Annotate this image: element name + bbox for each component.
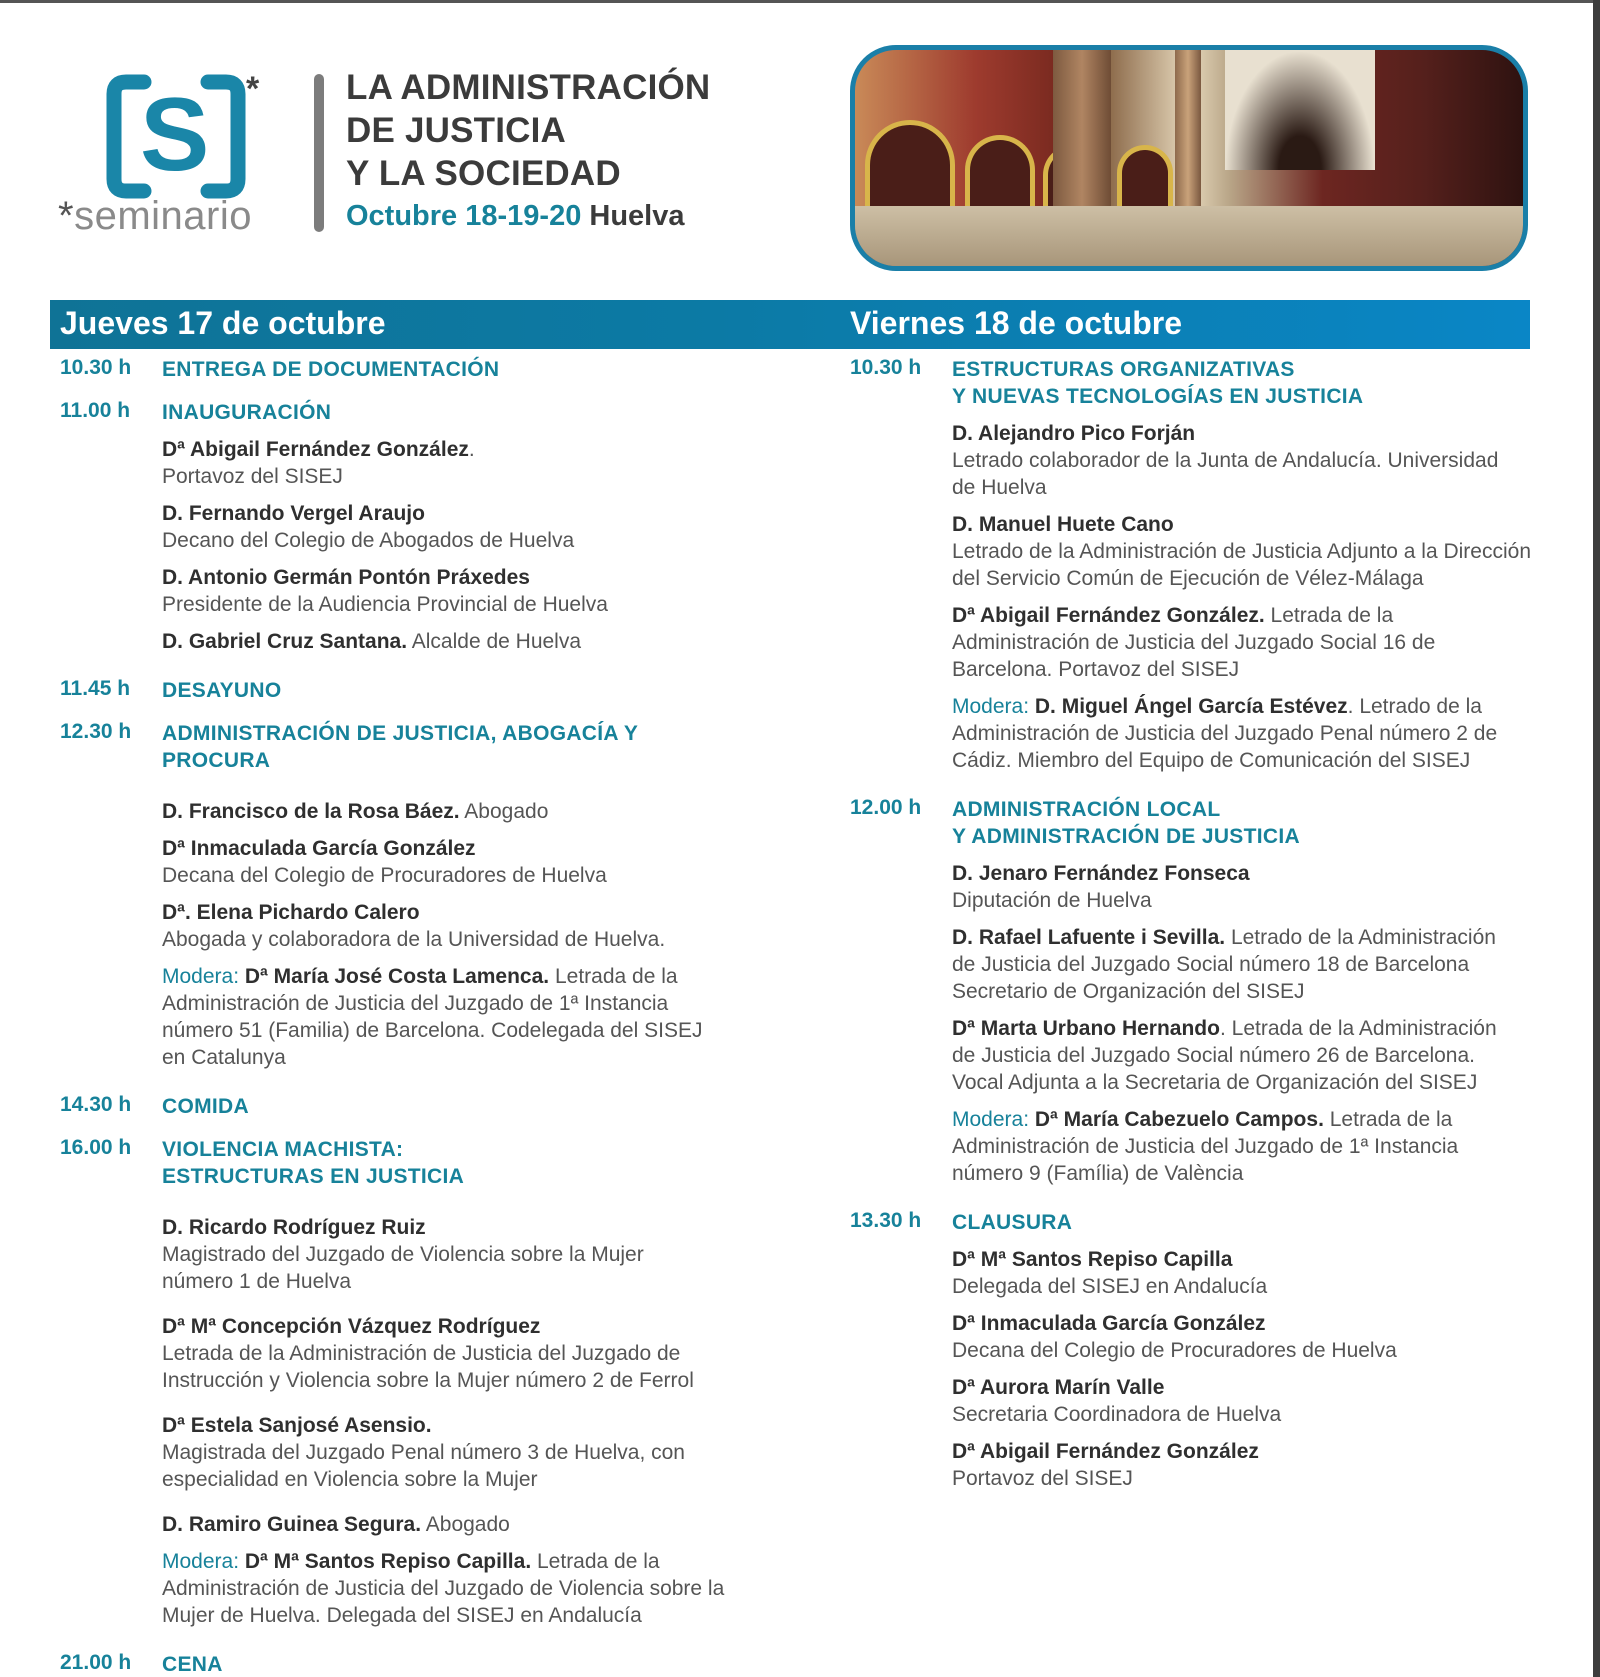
session-title-cont: ESTRUCTURAS EN JUSTICIA — [162, 1165, 465, 1188]
session-title-cont: PROCURA — [162, 749, 271, 772]
title-line-1: LA ADMINISTRACIÓN — [346, 68, 711, 107]
event-city: Huelva — [589, 200, 685, 232]
speaker-role: . Letrada de la Administración de Justicia del Juzgado Social número 26 de Barcelona. Vocal Adjunta a la Secretaria de Organización del SISEJ — [952, 1017, 1497, 1094]
speaker-role: Abogado — [425, 1513, 510, 1536]
speaker — [162, 835, 760, 889]
speaker-role: Letrada de la Administración de Justicia del Juzgado de Violencia sobre la Mujer de Huelva. Delegada del SISEJ en Andalucía — [162, 1550, 725, 1627]
session-title: VIOLENCIA MACHISTA: — [162, 1138, 404, 1161]
speaker-role: Letrado de la Administración de Justicia del Juzgado Social número 18 de Barcelona Secretario de Organización del SISEJ — [952, 926, 1496, 1003]
day-title-friday: Viernes 18 de octubre — [850, 305, 1182, 341]
speaker-name: Dª Mª Santos Repiso Capilla. — [244, 1550, 532, 1573]
speaker — [952, 1310, 1550, 1364]
speaker — [952, 420, 1512, 501]
session-title: CENA — [162, 1653, 223, 1676]
speaker-role: Diputación de Huelva — [952, 889, 1152, 912]
speaker — [162, 628, 760, 655]
event-dates-location — [346, 198, 710, 234]
session-time: 16.00 h — [60, 1136, 132, 1159]
session-title-cont: Y NUEVAS TECNOLOGÍAS EN JUSTICIA — [952, 385, 1364, 408]
speaker-name: Dª Aurora Marín Valle — [952, 1376, 1165, 1399]
session-title: ENTREGA DE DOCUMENTACIÓN — [162, 358, 500, 381]
speaker-name: Dª María José Costa Lamenca. — [244, 965, 550, 988]
speaker-name: D. Ramiro Guinea Segura. — [162, 1513, 422, 1536]
speaker — [162, 564, 760, 618]
speaker-role: Letrada de la Administración de Justicia del Juzgado Social 16 de Barcelona. Portavoz del SISEJ — [952, 604, 1436, 681]
title-line-3: Y LA SOCIEDAD — [346, 154, 621, 193]
seminario-logo — [58, 66, 278, 246]
speaker-name: Dª Inmaculada García González — [952, 1312, 1266, 1335]
speaker-name: D. Rafael Lafuente i Sevilla. — [952, 926, 1226, 949]
session-title: ADMINISTRACIÓN LOCAL — [952, 798, 1221, 821]
logo-word-text: seminario — [74, 194, 252, 238]
logo-word-asterisk: * — [58, 194, 75, 238]
speaker-role: Presidente de la Audiencia Provincial de Huelva — [162, 593, 608, 616]
session-title: CLAUSURA — [952, 1211, 1073, 1234]
session-inauguracion — [60, 399, 760, 655]
speaker-role: . Letrado de la Administración de Justicia del Juzgado Penal número 2 de Cádiz. Miembro del Equipo de Comunicación del SISEJ — [952, 695, 1498, 772]
day-title-thursday: Jueves 17 de octubre — [60, 305, 386, 341]
speaker-name: Dª. Elena Pichardo Calero — [162, 901, 420, 924]
speaker — [162, 436, 760, 490]
session-abogacia-procura — [60, 720, 760, 1071]
session-title: INAUGURACIÓN — [162, 401, 332, 424]
session-time: 21.00 h — [60, 1651, 132, 1674]
frame-right-border — [1593, 0, 1600, 1677]
speaker-name: Dª Mª Santos Repiso Capilla — [952, 1248, 1233, 1271]
schedule-friday — [850, 356, 1550, 1492]
session-time: 10.30 h — [60, 356, 132, 379]
speaker — [952, 924, 1522, 1005]
speaker-role: Portavoz del SISEJ — [952, 1467, 1133, 1490]
speaker — [162, 899, 760, 953]
moderator — [162, 963, 722, 1071]
speaker-name: Dª Marta Urbano Hernando — [952, 1017, 1220, 1040]
speaker — [952, 511, 1532, 592]
speaker-name: D. Manuel Huete Cano — [952, 513, 1174, 536]
photo-vault — [1225, 50, 1375, 170]
speaker-role: Magistrada del Juzgado Penal número 3 de Huelva, con especialidad en Violencia sobre la Mujer — [162, 1441, 685, 1491]
moderator — [952, 1106, 1492, 1187]
speaker-name: Dª Abigail Fernández González. — [952, 604, 1265, 627]
speaker-name: D. Fernando Vergel Araujo — [162, 502, 425, 525]
session-title: ADMINISTRACIÓN DE JUSTICIA, ABOGACÍA Y — [162, 722, 639, 745]
speaker-name: D. Alejandro Pico Forján — [952, 422, 1196, 445]
moderator-label: Modera: — [162, 965, 240, 988]
speaker-role: Abogado — [464, 800, 549, 823]
speaker — [162, 798, 760, 825]
event-title — [346, 66, 710, 234]
day-header-bar — [50, 300, 1530, 349]
speaker — [162, 500, 760, 554]
event-dates: Octubre 18-19-20 — [346, 200, 582, 232]
speaker-role: Alcalde de Huelva — [411, 630, 582, 653]
moderator-label: Modera: — [162, 1550, 240, 1573]
session-title-cont: Y ADMINISTRACIÓN DE JUSTICIA — [952, 825, 1300, 848]
photo-floor — [855, 206, 1523, 266]
speaker-name: D. Gabriel Cruz Santana. — [162, 630, 408, 653]
session-time: 11.00 h — [60, 399, 131, 422]
speaker-name: D. Antonio Germán Pontón Práxedes — [162, 566, 530, 589]
speaker — [952, 860, 1550, 914]
session-time: 13.30 h — [850, 1209, 922, 1232]
speaker-role: Portavoz del SISEJ — [162, 465, 343, 488]
speaker-role: Decano del Colegio de Abogados de Huelva — [162, 529, 575, 552]
speaker-role: Secretaria Coordinadora de Huelva — [952, 1403, 1282, 1426]
schedule-thursday — [60, 356, 760, 1677]
logo-asterisk: * — [246, 70, 260, 108]
session-title: DESAYUNO — [162, 679, 282, 702]
session-comida — [60, 1093, 760, 1120]
speaker-role: Letrada de la Administración de Justicia del Juzgado de 1ª Instancia número 9 (Família) de València — [952, 1108, 1459, 1185]
session-time: 11.45 h — [60, 677, 131, 700]
session-time: 12.00 h — [850, 796, 922, 819]
speaker-name: D. Ricardo Rodríguez Ruiz — [162, 1216, 426, 1239]
session-time: 14.30 h — [60, 1093, 132, 1116]
title-line-2: DE JUSTICIA — [346, 111, 567, 150]
speaker — [162, 1412, 722, 1493]
session-time: 12.30 h — [60, 720, 132, 743]
session-title: COMIDA — [162, 1095, 249, 1118]
speaker-role: Abogada y colaboradora de la Universidad de Huelva. — [162, 928, 666, 951]
speaker-role: Letrada de la Administración de Justicia del Juzgado de 1ª Instancia número 51 (Familia) de Barcelona. Codelegada del SISEJ en Catalunya — [162, 965, 703, 1069]
speaker-name: Dª Abigail Fernández González — [952, 1440, 1259, 1463]
courtyard-photo — [850, 45, 1528, 271]
speaker-name: Dª Estela Sanjosé Asensio. — [162, 1414, 432, 1437]
speaker-role: Letrado de la Administración de Justicia Adjunto a la Dirección del Servicio Común de Ejecución de Vélez-Málaga — [952, 540, 1531, 590]
session-desayuno — [60, 677, 760, 704]
speaker-role: Letrado colaborador de la Junta de Andalucía. Universidad de Huelva — [952, 449, 1499, 499]
speaker — [162, 1511, 760, 1538]
session-clausura — [850, 1209, 1550, 1492]
title-divider — [314, 74, 324, 232]
session-entrega — [60, 356, 760, 383]
speaker — [952, 602, 1452, 683]
speaker — [162, 1313, 722, 1394]
speaker-name: Dª Mª Concepción Vázquez Rodríguez — [162, 1315, 541, 1338]
moderator — [952, 693, 1522, 774]
moderator-label: Modera: — [952, 1108, 1030, 1131]
session-cena — [60, 1651, 760, 1677]
speaker-name: Dª Inmaculada García González — [162, 837, 476, 860]
speaker-name: D. Miguel Ángel García Estévez — [1034, 695, 1348, 718]
logo-letter: S — [140, 77, 210, 193]
speaker — [952, 1438, 1550, 1492]
session-title: ESTRUCTURAS ORGANIZATIVAS — [952, 358, 1295, 381]
session-administracion-local — [850, 796, 1550, 1187]
speaker — [952, 1246, 1550, 1300]
speaker — [162, 1214, 682, 1295]
speaker-name: Dª Abigail Fernández González — [162, 438, 469, 461]
session-estructuras-tecnologias — [850, 356, 1550, 774]
speaker-role: Delegada del SISEJ en Andalucía — [952, 1275, 1268, 1298]
speaker-role: Decana del Colegio de Procuradores de Huelva — [952, 1339, 1397, 1362]
speaker-name: D. Francisco de la Rosa Báez. — [162, 800, 460, 823]
speaker-role: Letrada de la Administración de Justicia del Juzgado de Instrucción y Violencia sobre la Mujer número 2 de Ferrol — [162, 1342, 694, 1392]
session-violencia-machista — [60, 1136, 760, 1629]
speaker-name: D. Jenaro Fernández Fonseca — [952, 862, 1250, 885]
moderator — [162, 1548, 732, 1629]
speaker — [952, 1015, 1522, 1096]
speaker-role: Magistrado del Juzgado de Violencia sobre la Mujer número 1 de Huelva — [162, 1243, 644, 1293]
speaker-name: Dª María Cabezuelo Campos. — [1034, 1108, 1324, 1131]
moderator-label: Modera: — [952, 695, 1030, 718]
frame-top-border — [0, 0, 1600, 3]
session-time: 10.30 h — [850, 356, 922, 379]
speaker — [952, 1374, 1550, 1428]
speaker-name-tail: . — [468, 438, 475, 461]
speaker-role: Decana del Colegio de Procuradores de Huelva — [162, 864, 607, 887]
logo-wordmark — [58, 194, 252, 239]
